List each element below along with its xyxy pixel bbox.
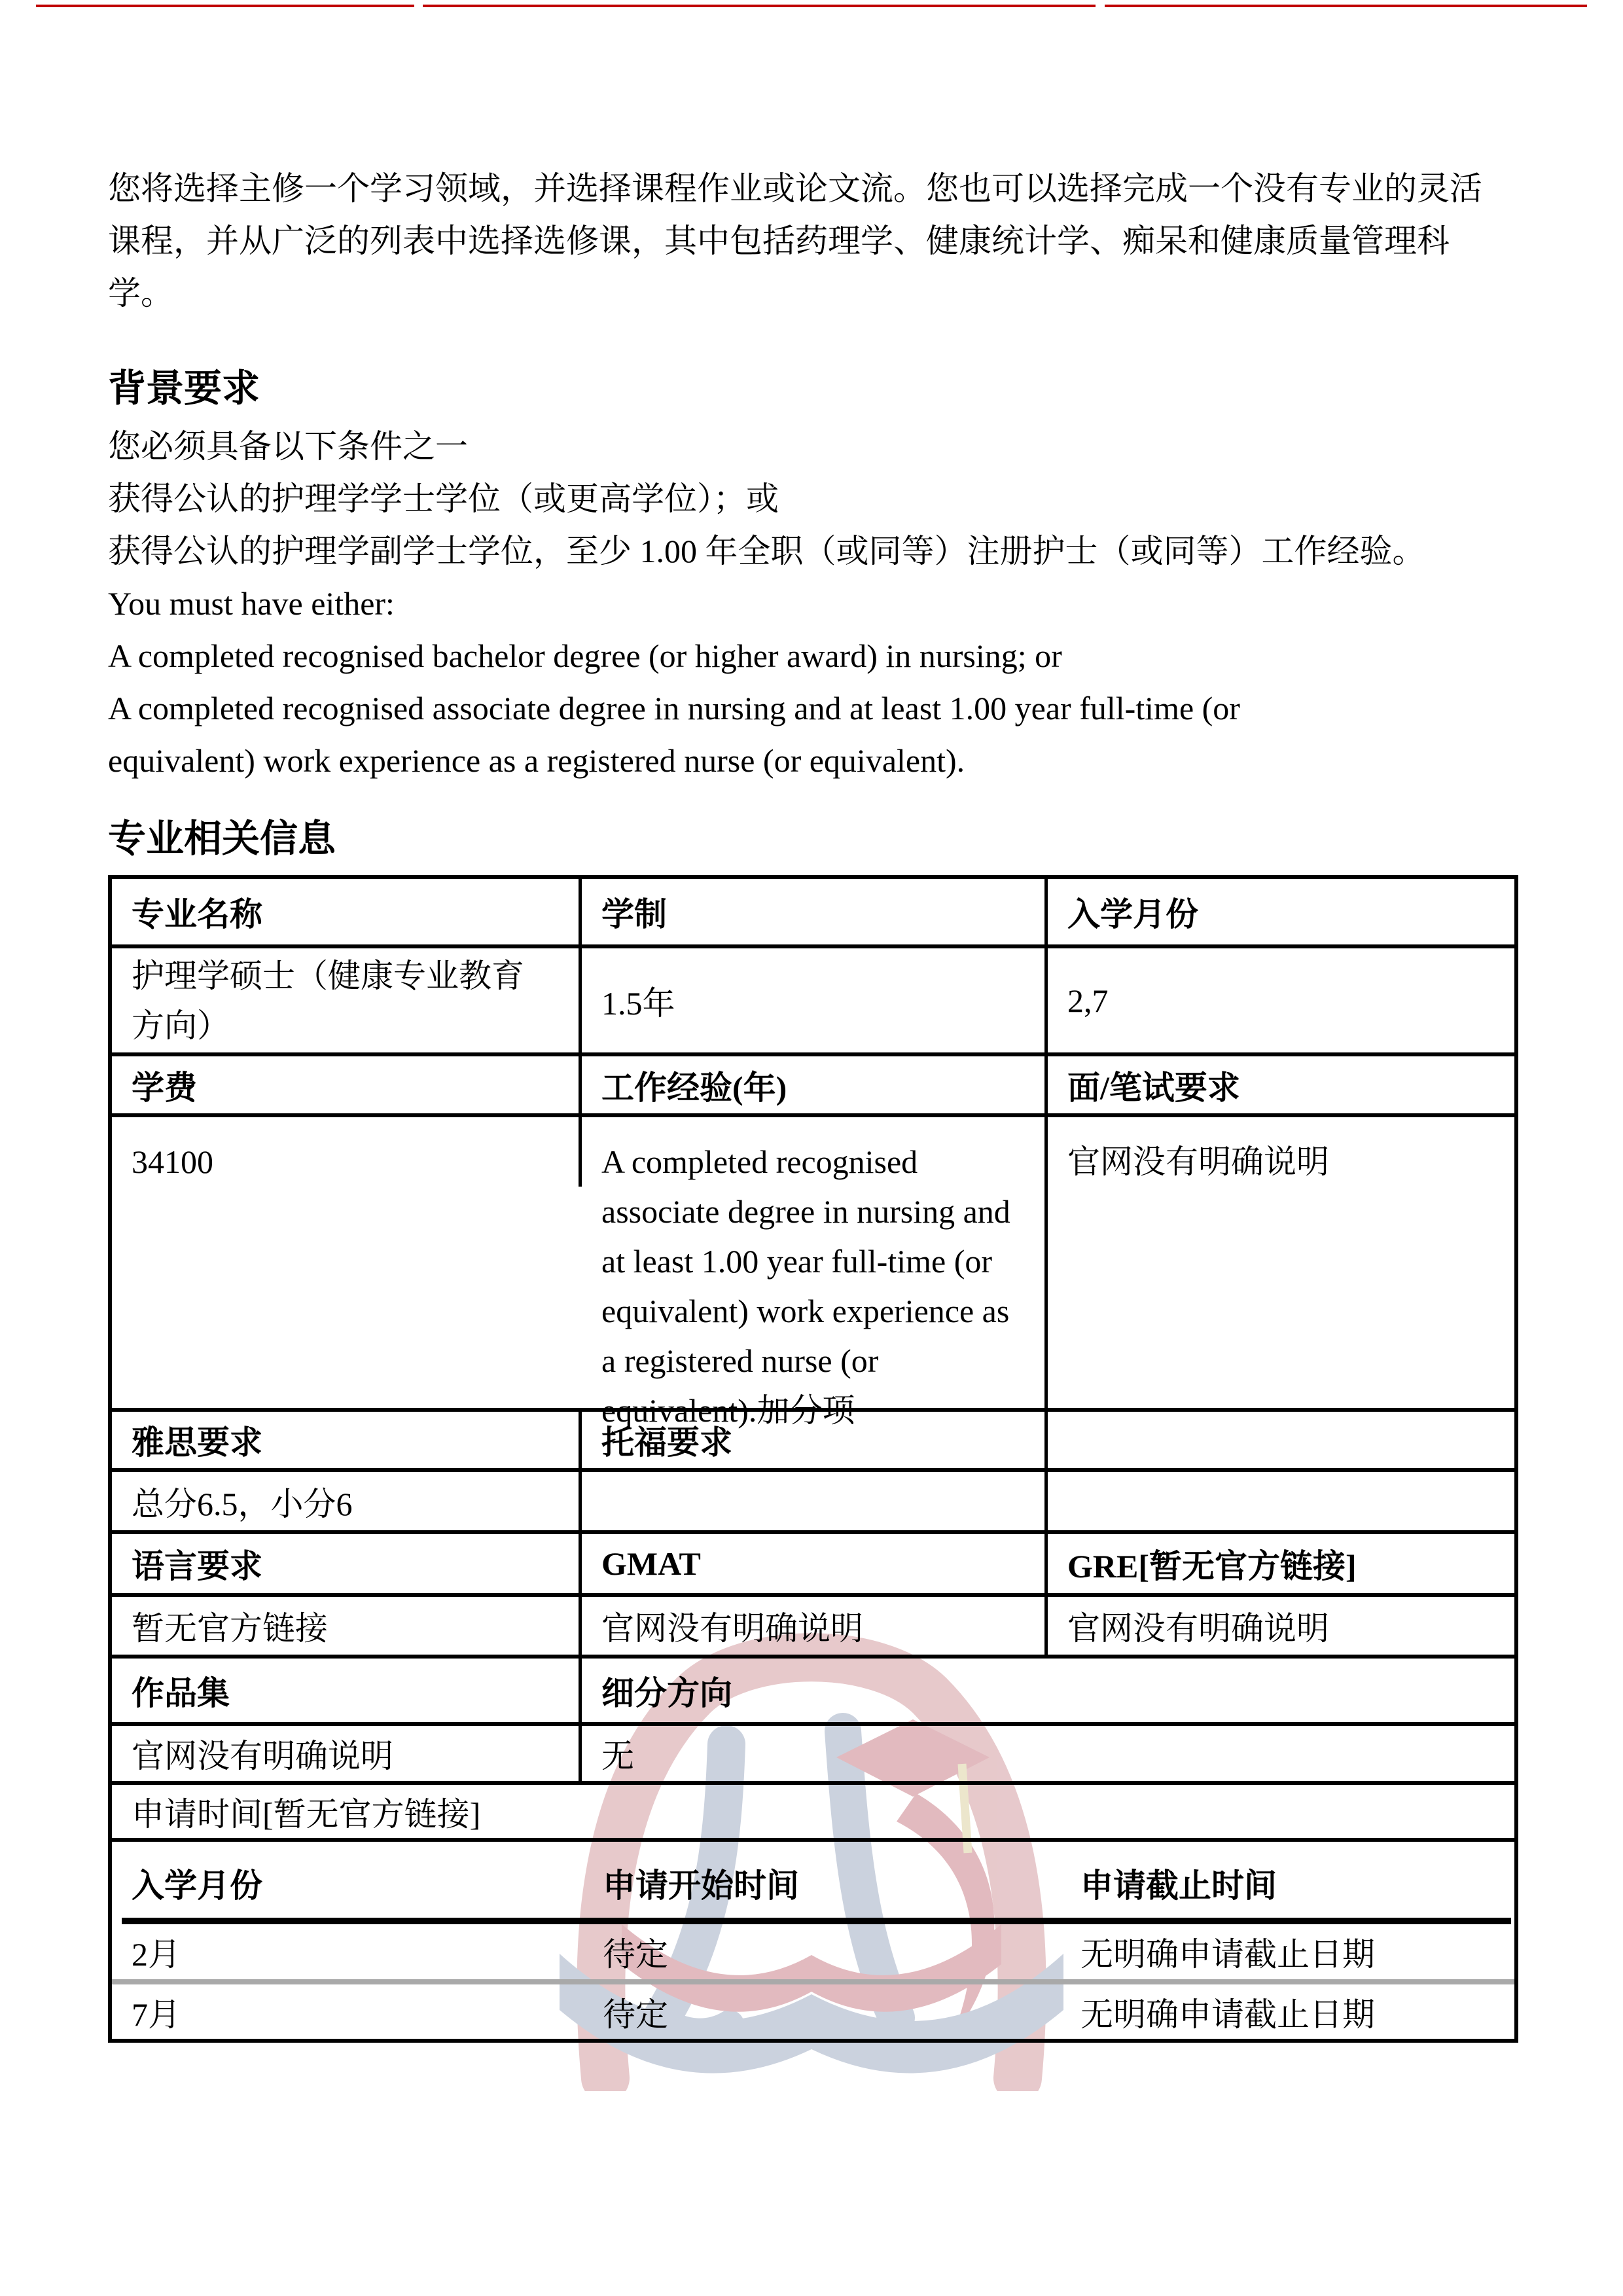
apply-row-february [112, 1924, 1514, 1984]
apply-header-start-time: 申请开始时间 [603, 1867, 799, 1904]
header-blank [1048, 1412, 1514, 1468]
background-line: You must have either: [108, 585, 395, 622]
table-row-tuition-data [112, 1117, 1514, 1429]
background-line: 您必须具备以下条件之一 [108, 428, 468, 465]
cell-gre: 官网没有明确说明 [1067, 1610, 1329, 1647]
table-row-application-time [112, 1785, 1514, 1842]
background-line: 获得公认的护理学副学士学位，至少 1.00 年全职（或同等）注册护士（或同等）工作经验。 [108, 533, 1425, 569]
cell-language: 暂无官方链接 [112, 1597, 582, 1655]
top-red-rule-right [1105, 5, 1587, 7]
table-row-language-data [112, 1597, 1514, 1659]
table-row-tuition-header [112, 1056, 1514, 1117]
intro-line: 学。 [108, 275, 173, 312]
background-line: A completed recognised bachelor degree (or higher award) in nursing; or [108, 637, 1062, 674]
top-red-rule-middle [423, 5, 1096, 7]
table-row-major-header [112, 879, 1514, 948]
apply-cell-deadline: 无明确申请截止日期 [1080, 1996, 1375, 2033]
header-language: 语言要求 [112, 1534, 582, 1593]
apply-table-header-row [112, 1842, 1514, 1924]
cell-work-experience: A completed recognised associate degree in nursing and at least 1.00 year full-time (or equivalent) work experience as a registered nurse (or equivalent).加分项 [582, 1117, 1048, 1435]
background-line: A completed recognised associate degree in nursing and at least 1.00 year full-time (or [108, 690, 1240, 726]
apply-header-underline [122, 1918, 1511, 1924]
background-line: equivalent) work experience as a registered nurse (or equivalent). [108, 742, 965, 779]
table-row-major-data [112, 948, 1514, 1056]
header-duration: 学制 [582, 879, 1048, 944]
top-red-rule-left [36, 5, 414, 7]
intro-line: 您将选择主修一个学习领域，并选择课程作业或论文流。您也可以选择完成一个没有专业的灵活 [108, 170, 1482, 207]
cell-ielts-score: 总分6.5，小分6 [112, 1472, 582, 1530]
cell-application-time-label: 申请时间[暂无官方链接] [132, 1795, 481, 1833]
header-interview-exam: 面/笔试要求 [1067, 1069, 1240, 1106]
apply-header-intake-month: 入学月份 [132, 1867, 262, 1904]
intro-paragraph [108, 162, 1600, 319]
header-major-name: 专业名称 [112, 879, 582, 944]
section-heading-program-info: 专业相关信息 [108, 817, 336, 860]
apply-cell-month: 7月 [132, 1996, 181, 2033]
apply-cell-start: 待定 [603, 1996, 668, 2033]
header-intake-month: 入学月份 [1067, 896, 1198, 933]
table-row-ielts-header [112, 1412, 1514, 1472]
cell-intake-month: 2,7 [1067, 982, 1109, 1019]
table-row-ielts-data [112, 1472, 1514, 1534]
cell-portfolio: 官网没有明确说明 [112, 1726, 582, 1781]
header-ielts: 雅思要求 [112, 1412, 582, 1468]
table-row-portfolio-data [112, 1726, 1514, 1785]
header-portfolio: 作品集 [112, 1659, 582, 1722]
cell-duration: 1.5年 [582, 948, 1048, 1052]
cell-tuition: 34100 [112, 1117, 582, 1187]
apply-row-july [112, 1984, 1514, 2039]
cell-major-name: 护理学硕士（健康专业教育方向） [112, 948, 582, 1052]
apply-header-deadline: 申请截止时间 [1080, 1867, 1277, 1904]
intro-line: 课程，并从广泛的列表中选择选修课，其中包括药理学、健康统计学、痴呆和健康质量管理科 [108, 223, 1450, 259]
apply-cell-month: 2月 [132, 1936, 181, 1973]
header-gmat: GMAT [582, 1534, 1048, 1593]
section-heading-background: 背景要求 [108, 367, 260, 410]
cell-specialization: 无 [601, 1738, 634, 1774]
cell-blank [1048, 1472, 1514, 1530]
header-toefl: 托福要求 [582, 1412, 1048, 1468]
header-specialization: 细分方向 [601, 1674, 732, 1712]
cell-interview-exam: 官网没有明确说明 [1067, 1143, 1329, 1180]
program-info-table [108, 875, 1518, 2043]
table-row-portfolio-header [112, 1659, 1514, 1726]
header-gre: GRE[暂无官方链接] [1067, 1548, 1357, 1585]
cell-toefl-score [582, 1472, 1048, 1530]
cell-gmat: 官网没有明确说明 [582, 1597, 1048, 1655]
apply-cell-deadline: 无明确申请截止日期 [1080, 1936, 1375, 1973]
background-requirements [108, 420, 1600, 787]
header-work-experience: 工作经验(年) [582, 1056, 1048, 1113]
background-line: 获得公认的护理学学士学位（或更高学位）；或 [108, 480, 779, 517]
table-row-language-header [112, 1534, 1514, 1597]
apply-cell-start: 待定 [603, 1936, 668, 1973]
header-tuition: 学费 [112, 1056, 582, 1113]
